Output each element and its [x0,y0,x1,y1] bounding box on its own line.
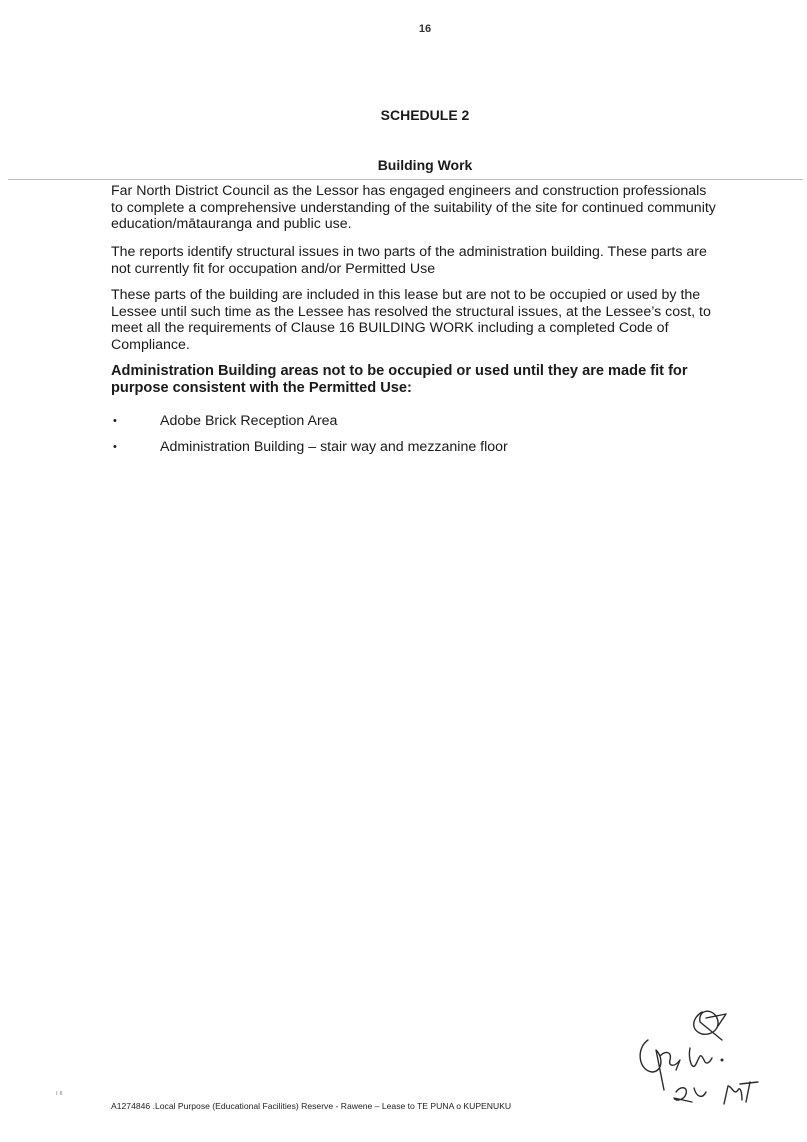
document-footer: A1274846 .Local Purpose (Educational Facilities) Reserve - Rawene – Lease to TE PUNA o KUPENUKU [111,1101,512,1111]
horizontal-rule [8,179,803,180]
bold-heading-restricted-areas: Administration Building areas not to be occupied or used until they are made fit for purpose consistent with the Permitted Use: [111,363,688,396]
paragraph-reports: The reports identify structural issues in two parts of the administration building. These parts are not currently fit for occupation and/or Permitted Use [111,244,707,277]
bullet-icon: • [113,441,117,453]
paragraph-engagement: Far North District Council as the Lessor has engaged engineers and construction professionals to complete a comprehensive understanding of the suitability of the site for continued community education/mātauranga and public use. [111,183,716,233]
bullet-icon: • [113,415,117,427]
list-item [111,413,716,439]
paragraph-occupation-conditions: These parts of the building are included in this lease but are not to be occupied or used by the Lessee until such time as the Lessee has resolved the structural issues, at the Lessee’s cost, to meet all the requirements of Clause 16 BUILDING WORK including a completed Code of Compliance. [111,287,711,353]
page-number: 16 [418,23,432,35]
handwritten-initials [630,1000,770,1110]
schedule-title: SCHEDULE 2 [380,107,470,123]
list-item-text: Adobe Brick Reception Area [160,413,338,429]
list-item-text: Administration Building – stair way and mezzanine floor [160,439,508,455]
list-item [111,439,716,465]
margin-mark: ι ιι [56,1090,63,1097]
section-title: Building Work [377,157,473,173]
restricted-areas-list [111,413,716,465]
